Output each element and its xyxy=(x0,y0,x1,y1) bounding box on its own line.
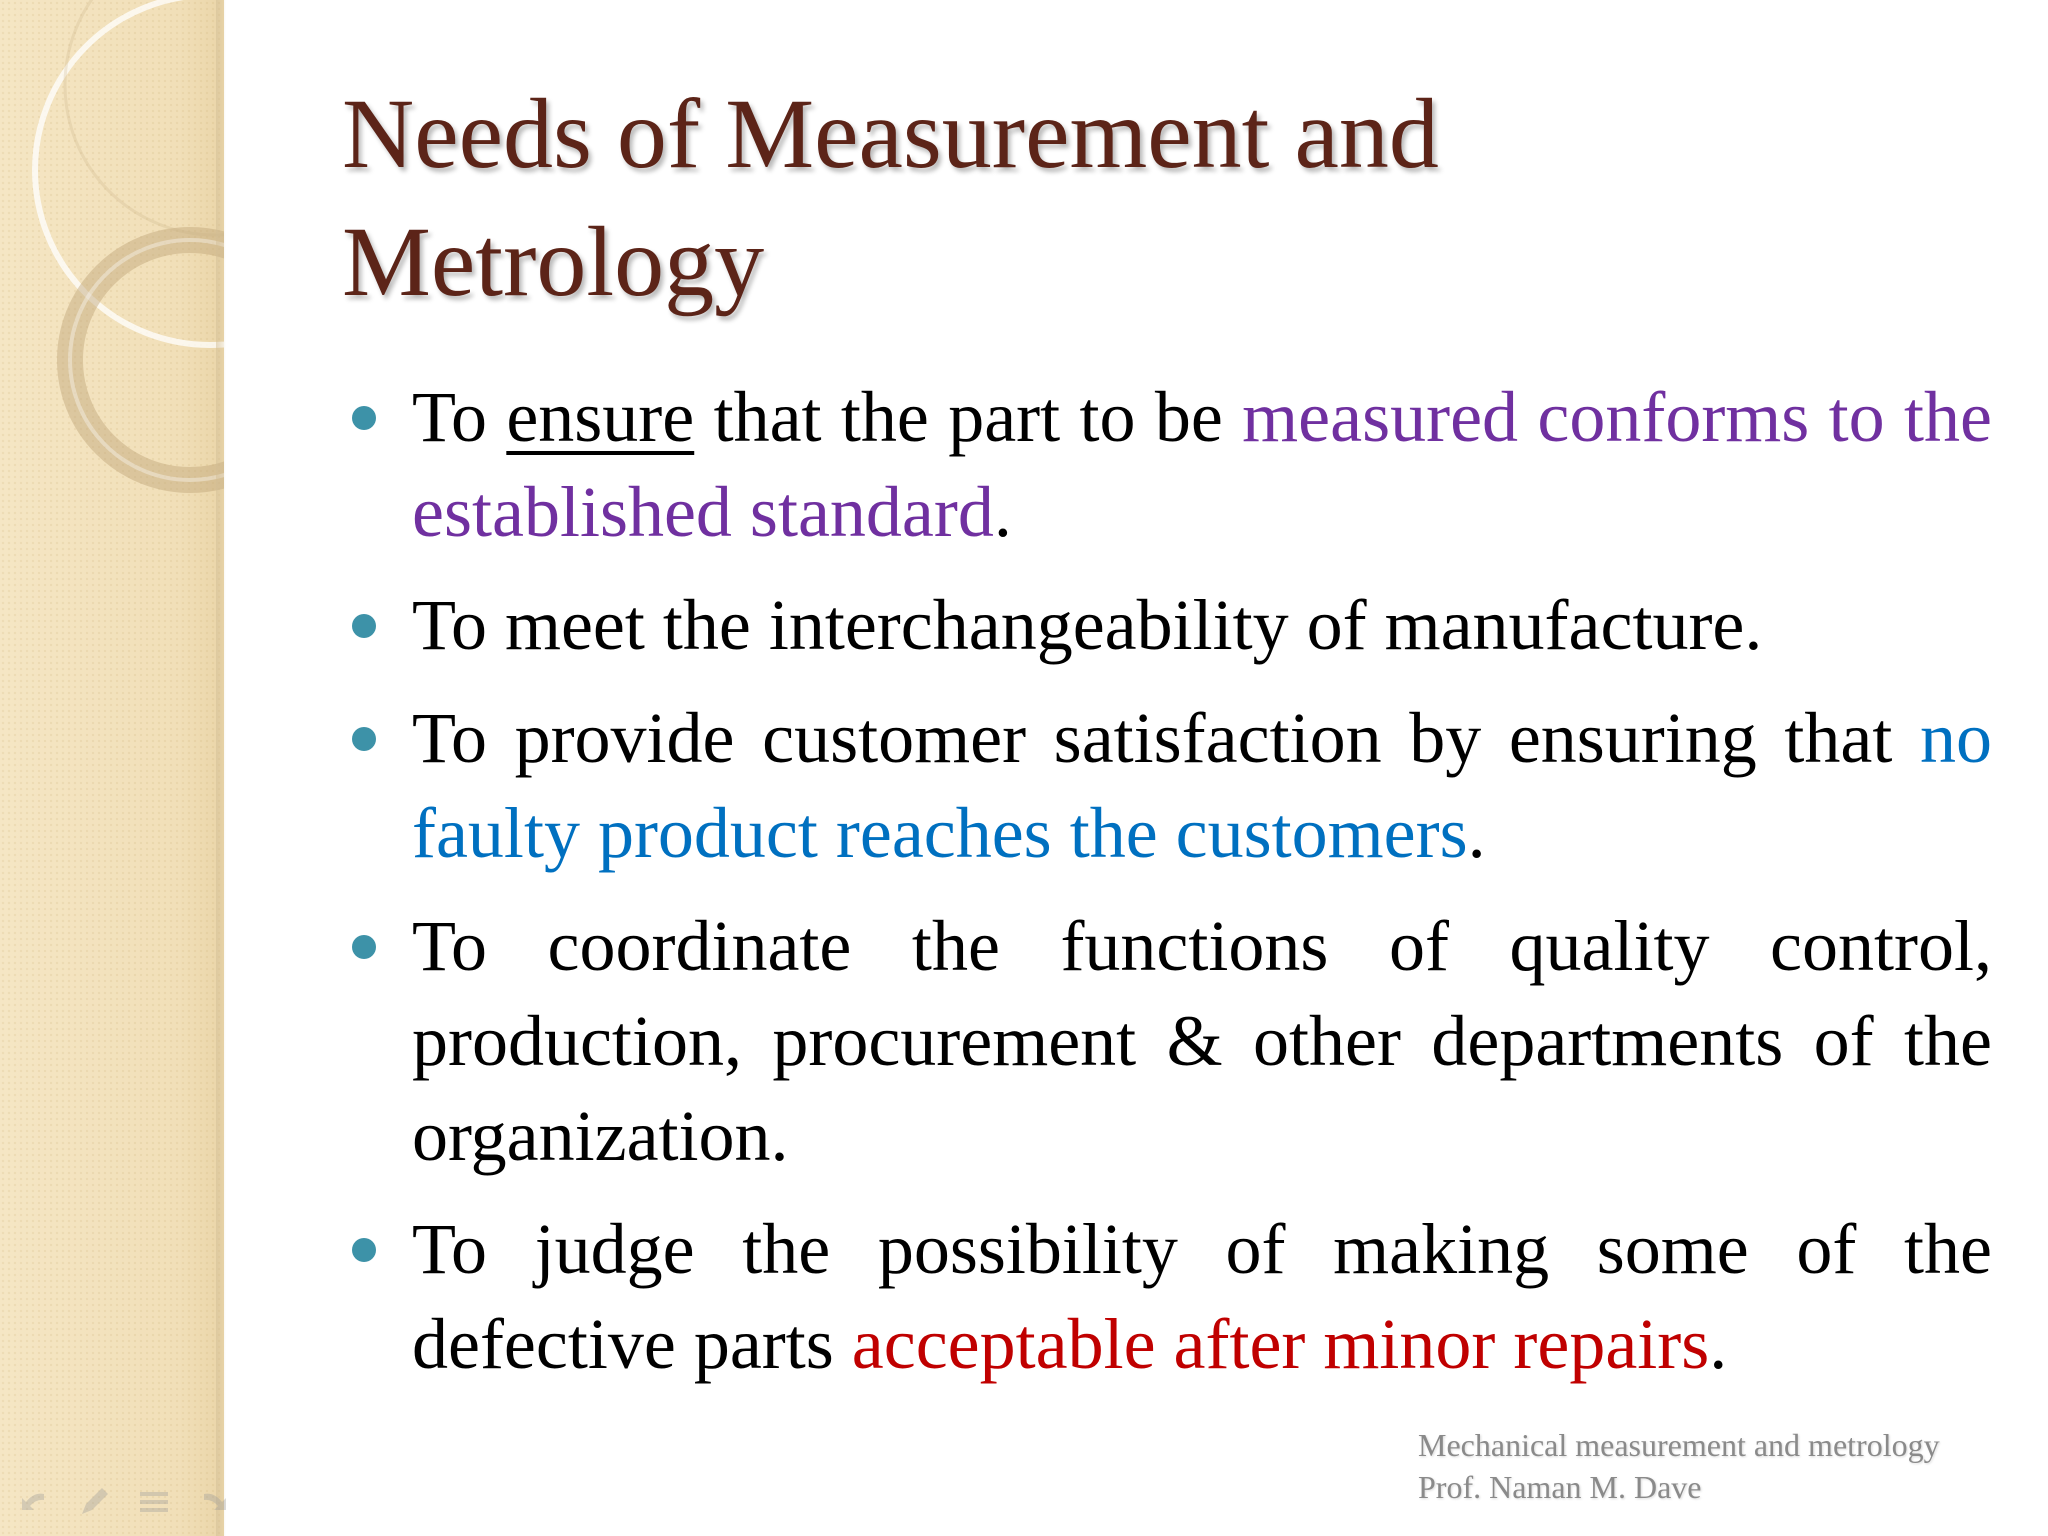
bullet-text: To provide customer satisfaction by ensuring that xyxy=(412,698,1920,778)
bullet-text: that the part to be xyxy=(694,377,1243,457)
title-line-2: Metrology xyxy=(342,206,765,317)
back-arrow-icon[interactable] xyxy=(14,1482,54,1522)
highlighted-text: acceptable after minor repairs xyxy=(851,1304,1710,1384)
underlined-text: ensure xyxy=(506,377,695,457)
title-line-1: Needs of Measurement and xyxy=(342,78,1439,189)
bullet-text: To meet the interchangeability of manufacture. xyxy=(412,585,1763,665)
footer-author: Prof. Naman M. Dave xyxy=(1418,1469,1702,1505)
bullet-punctuation: . xyxy=(1709,1304,1728,1384)
highlighted-text: no faulty product reaches the customers xyxy=(412,698,1992,873)
circle-decoration xyxy=(0,0,224,560)
footer-course: Mechanical measurement and metrology xyxy=(1418,1427,1940,1463)
bullet-marker-icon xyxy=(352,1238,376,1262)
bullet-item-4 xyxy=(342,899,1992,1184)
bullet-text: To judge the possibility of making some of the defective parts xyxy=(412,1209,1992,1384)
sidebar-edge xyxy=(216,0,226,1536)
slideshow-controls xyxy=(14,1482,254,1522)
bullet-item-1 xyxy=(342,370,1992,560)
slide-title xyxy=(342,70,1942,326)
pen-icon[interactable] xyxy=(74,1482,114,1522)
bullet-list xyxy=(342,370,1992,1410)
slide-footer xyxy=(1418,1424,1940,1508)
bullet-marker-icon xyxy=(352,727,376,751)
forward-arrow-icon[interactable] xyxy=(194,1482,234,1522)
bullet-text: To coordinate the functions of quality control, production, procurement & other departments of the organization. xyxy=(412,906,1992,1176)
bullet-marker-icon xyxy=(352,935,376,959)
bullet-item-2 xyxy=(342,578,1992,673)
bullet-marker-icon xyxy=(352,406,376,430)
bullet-marker-icon xyxy=(352,614,376,638)
bullet-item-3 xyxy=(342,691,1992,881)
bullet-punctuation: . xyxy=(1467,793,1486,873)
highlighted-text: measured conforms to the established standard xyxy=(412,377,1992,552)
bullet-punctuation: . xyxy=(993,472,1012,552)
decorative-sidebar xyxy=(0,0,224,1536)
bullet-item-5 xyxy=(342,1202,1992,1392)
bullet-text: To xyxy=(412,377,507,457)
menu-icon[interactable] xyxy=(134,1482,174,1522)
